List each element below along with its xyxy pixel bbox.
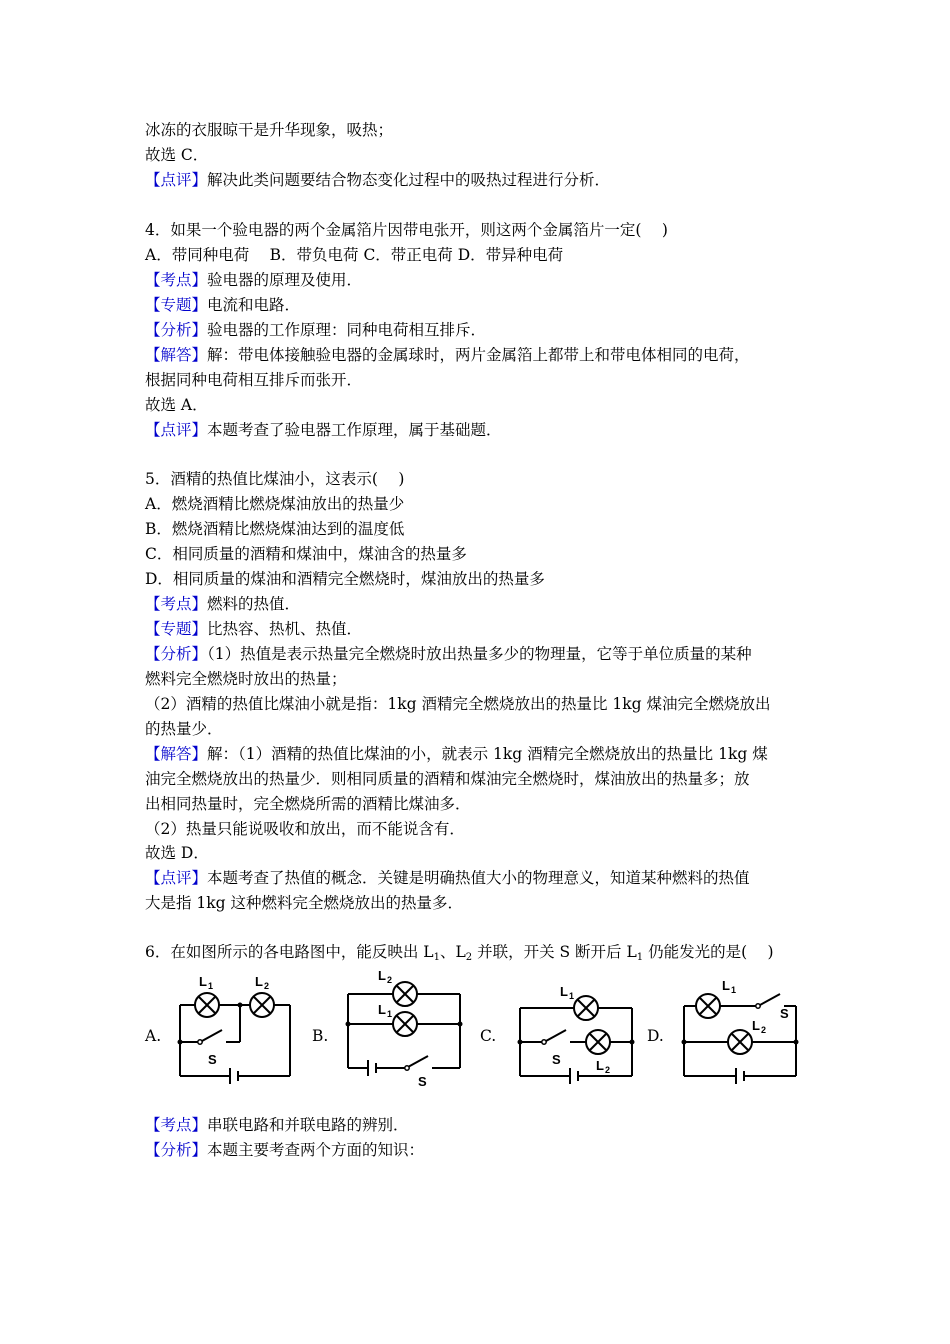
fenxi-text: 本题主要考查两个方面的知识： (207, 1141, 425, 1159)
fenxi-tag: 【分析】 (145, 321, 208, 339)
q4-answer: 故选 A． (145, 396, 208, 414)
switch-s (760, 994, 780, 1005)
label-s: S (552, 1052, 561, 1067)
q5-fenxi-2: 燃料完全燃烧时放出的热量； (145, 670, 347, 688)
junction (178, 1040, 183, 1045)
kaodian-tag: 【考点】 (145, 1116, 208, 1134)
stem-part: 、L (439, 943, 466, 961)
label-l: L (596, 1058, 604, 1073)
label-sub: 1 (569, 991, 575, 1001)
subscript: 2 (465, 952, 473, 963)
q4-dianping (145, 418, 502, 442)
q5-kaodian (145, 592, 300, 616)
q5-jieda (145, 742, 768, 766)
junction (238, 1003, 243, 1008)
label-l: L (255, 974, 263, 989)
option-d-label[interactable]: D. (647, 1027, 664, 1045)
q5-jieda-2: 油完全燃烧放出的热量少．则相同质量的酒精和煤油完全燃烧时，煤油放出的热量多；放 (145, 770, 750, 788)
comment-tag: 【点评】 (145, 171, 208, 189)
label-sub: 2 (761, 1025, 767, 1035)
label-s: S (780, 1006, 789, 1021)
kaodian-text: 燃料的热值． (207, 595, 301, 613)
q5-option-c: C．相同质量的酒精和煤油中，煤油含的热量多 (145, 545, 467, 563)
circuit-d-diagram[interactable] (674, 968, 810, 1086)
q4-kaodian (145, 268, 362, 292)
q5-jieda-4: （2）热量只能说吸收和放出，而不能说含有． (145, 820, 465, 838)
zhuanti-tag: 【专题】 (145, 620, 208, 638)
kaodian-text: 验电器的原理及使用． (207, 271, 363, 289)
switch-s (408, 1056, 428, 1067)
circuit-c-diagram[interactable] (510, 968, 640, 1086)
stem-part: 并联，开关 S 断开后 L (472, 943, 637, 961)
q4-options: A．带同种电荷 B．带负电荷 C．带正电荷 D．带异种电荷 (145, 246, 564, 264)
q3-text: 冰冻的衣服晾干是升华现象，吸热； (145, 121, 394, 139)
label-sub: 2 (387, 975, 393, 985)
q5-dianping (145, 866, 750, 890)
junction (346, 1022, 351, 1027)
q5-stem: 5．酒精的热值比煤油小，这表示( ) (145, 470, 405, 488)
kaodian-text: 串联电路和并联电路的辨别． (207, 1116, 409, 1134)
junction (458, 1022, 463, 1027)
comment-text: 解决此类问题要结合物态变化过程中的吸热过程进行分析． (207, 171, 611, 189)
option-a-label[interactable]: A. (145, 1027, 162, 1045)
zhuanti-text: 比热容、热机、热值． (207, 620, 363, 638)
q5-jieda-3: 出相同热量时，完全燃烧所需的酒精比煤油多． (145, 795, 471, 813)
label-l: L (560, 984, 568, 999)
label-sub: 1 (208, 981, 214, 991)
label-sub: 2 (264, 981, 270, 991)
q4-zhuanti (145, 293, 300, 317)
kaodian-tag: 【考点】 (145, 271, 208, 289)
label-sub: 1 (731, 985, 737, 995)
label-l: L (722, 978, 730, 993)
q5-answer: 故选 D． (145, 844, 209, 862)
q3-answer: 故选 C． (145, 146, 209, 164)
switch-contact (542, 1040, 546, 1044)
switch-contact (756, 1004, 760, 1008)
option-c-label[interactable]: C. (480, 1027, 497, 1045)
junction (794, 1040, 799, 1045)
q5-zhuanti (145, 617, 362, 641)
kaodian-tag: 【考点】 (145, 595, 208, 613)
label-l: L (378, 968, 386, 983)
zhuanti-tag: 【专题】 (145, 296, 208, 314)
q4-stem: 4．如果一个验电器的两个金属箔片因带电张开，则这两个金属箔片一定( ) (145, 221, 668, 239)
dianping-tag: 【点评】 (145, 421, 208, 439)
circuit-b-diagram[interactable] (338, 962, 468, 1086)
circuit-a-diagram[interactable] (170, 968, 300, 1086)
option-b-label[interactable]: B. (312, 1027, 329, 1045)
jieda-tag: 【解答】 (145, 346, 208, 364)
q4-fenxi (145, 318, 486, 342)
junction (518, 1040, 523, 1045)
subscript: 1 (636, 952, 644, 963)
label-s: S (418, 1074, 427, 1086)
zhuanti-text: 电流和电路． (207, 296, 301, 314)
switch-contact (405, 1066, 409, 1070)
junction (630, 1040, 635, 1045)
label-sub: 1 (387, 1009, 393, 1019)
stem-part: 仍能发光的是( ) (643, 943, 774, 961)
q5-fenxi-3: （2）酒精的热值比煤油小就是指：1kg 酒精完全燃烧放出的热量比 1kg 煤油完全燃烧放出 (145, 695, 771, 713)
jieda-text: 解：（1）酒精的热值比煤油的小，就表示 1kg 酒精完全燃烧放出的热量比 1kg 煤 (207, 745, 768, 763)
jieda-text: 解：带电体接触验电器的金属球时，两片金属箔上都带上和带电体相同的电荷， (207, 346, 750, 364)
switch-contact (198, 1040, 202, 1044)
dianping-tag: 【点评】 (145, 869, 208, 887)
q5-fenxi-4: 的热量少． (145, 720, 223, 738)
q3-comment (145, 168, 610, 192)
fenxi-text: （1）热值是表示热量完全燃烧时放出热量多少的物理量，它等于单位质量的某种 (207, 645, 752, 663)
label-l: L (752, 1018, 760, 1033)
q5-option-b: B．燃烧酒精比燃烧煤油达到的温度低 (145, 520, 405, 538)
q4-jieda (145, 343, 750, 367)
q6-kaodian (145, 1113, 409, 1137)
junction (682, 1040, 687, 1045)
fenxi-text: 验电器的工作原理：同种电荷相互排斥． (207, 321, 487, 339)
q5-option-a: A．燃烧酒精比燃烧煤油放出的热量少 (145, 495, 405, 513)
stem-part: 6．在如图所示的各电路图中，能反映出 L (145, 943, 434, 961)
label-s: S (208, 1052, 217, 1067)
dianping-text: 本题考查了验电器工作原理，属于基础题． (207, 421, 502, 439)
dianping-text: 本题考查了热值的概念．关键是明确热值大小的物理意义，知道某种燃料的热值 (207, 869, 750, 887)
jieda-tag: 【解答】 (145, 745, 208, 763)
fenxi-tag: 【分析】 (145, 1141, 208, 1159)
switch-s (202, 1030, 222, 1041)
q6-fenxi (145, 1138, 424, 1162)
q5-dianping-2: 大是指 1kg 这种燃料完全燃烧放出的热量多． (145, 894, 464, 912)
switch-s (546, 1030, 566, 1041)
subscript: 1 (433, 952, 440, 963)
q5-option-d: D．相同质量的煤油和酒精完全燃烧时，煤油放出的热量多 (145, 570, 545, 588)
q4-jieda-cont: 根据同种电荷相互排斥而张开． (145, 371, 363, 389)
label-l: L (378, 1002, 386, 1017)
label-sub: 2 (605, 1065, 611, 1075)
q5-fenxi (145, 642, 752, 666)
label-l: L (199, 974, 207, 989)
fenxi-tag: 【分析】 (145, 645, 208, 663)
